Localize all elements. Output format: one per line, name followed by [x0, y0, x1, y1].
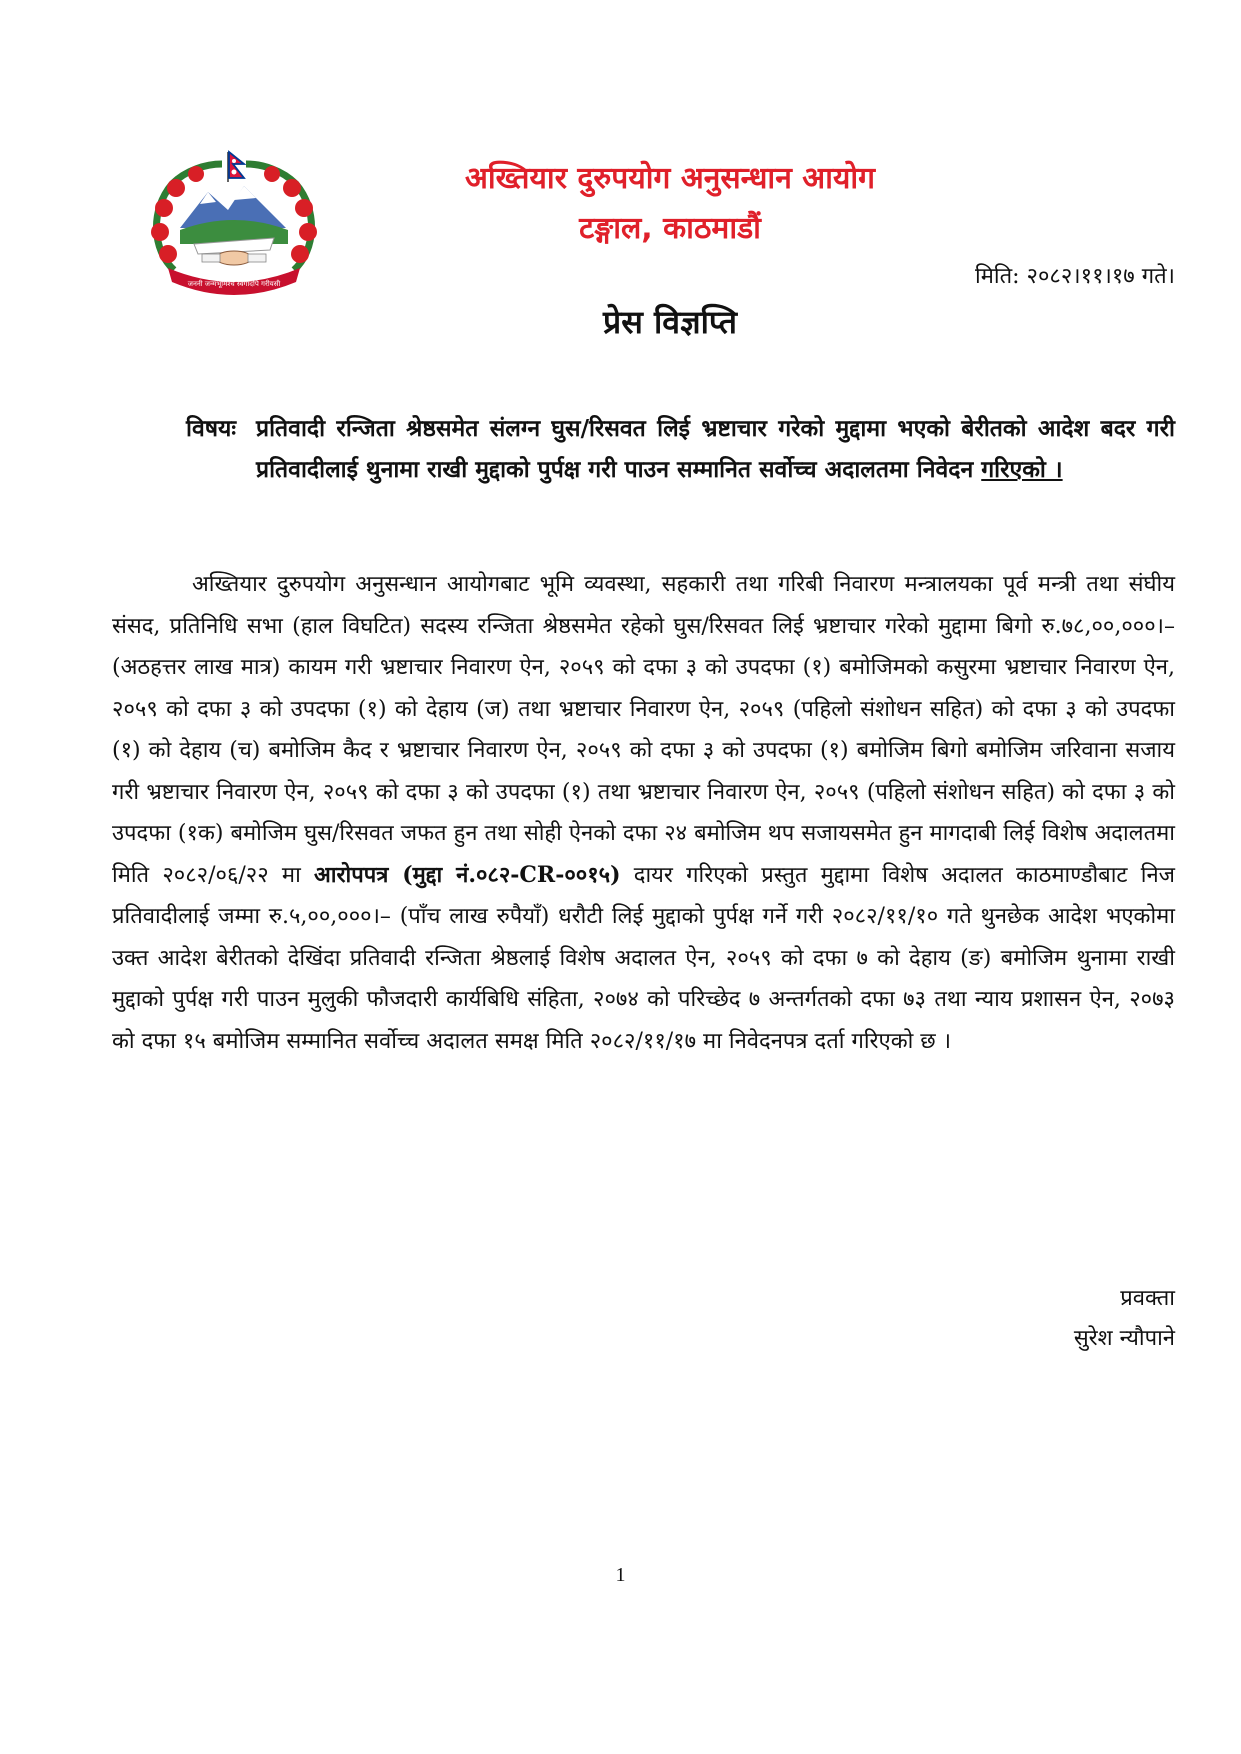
nepal-emblem: [146, 150, 322, 296]
subject-text: [256, 408, 1175, 490]
body-paragraph: [112, 564, 1175, 1062]
body-part2: दायर गरिएको प्रस्तुत मुद्दामा विशेष अदालत काठमाण्डौबाट निज प्रतिवादीलाई जम्मा रु.५,००,०००।– (पाँच लाख रुपैयाँ) धरौटी लिई मुद्दाको पुर्पक्ष गर्ने गरी २०८२/११/१० गते थुनछेक आदेश भएकोमा उक्त आदेश बेरीतको देखिंदा प्रतिवादी रन्जिता श्रेष्ठलाई विशेष अदालत ऐन, २०५९ को दफा ७ को देहाय (ङ) बमोजिम थुनामा राखी मुद्दाको पुर्पक्ष गरी पाउन मुलुकी फौजदारी कार्यबिधि संहिता, २०७४ को परिच्छेद ७ अन्तर्गतको दफा ७३ तथा न्याय प्रशासन ऐन, २०७३ को दफा १५ बमोजिम सम्मानित सर्वोच्च अदालत समक्ष मिति २०८२/११/१७ मा निवेदनपत्र दर्ता गरिएको छ ।: [112, 862, 1175, 1054]
date-line: मिति: २०८२।११।१७ गते।: [975, 264, 1175, 289]
signature-role: प्रवक्ता: [1120, 1286, 1175, 1311]
emblem-graphic: [146, 150, 322, 296]
subject-main: प्रतिवादी रन्जिता श्रेष्ठसमेत संलग्न घुस/रिसवत लिई भ्रष्टाचार गरेको मुद्दामा भएको बेरीतको आदेश बदर गरी प्रतिवादीलाई थुनामा राखी मुद्दाको पुर्पक्ष गरी पाउन सम्मानित सर्वोच्च अदालतमा निवेदन: [256, 415, 1175, 483]
flag-icon: [228, 152, 244, 182]
subject-tail: गरिएको ।: [981, 456, 1063, 483]
body-part1: अख्तियार दुरुपयोग अनुसन्धान आयोगबाट भूमि व्यवस्था, सहकारी तथा गरिबी निवारण मन्त्रालयका पूर्व मन्त्री तथा संघीय संसद, प्रतिनिधि सभा (हाल विघटित) सदस्य रन्जिता श्रेष्ठसमेत रहेको घुस/रिसवत लिई भ्रष्टाचार गरेको मुद्दामा बिगो रु.७८,००,०००।– (अठहत्तर लाख मात्र) कायम गरी भ्रष्टाचार निवारण ऐन, २०५९ को दफा ३ को उपदफा (१) बमोजिमको कसुरमा भ्रष्टाचार निवारण ऐन, २०५९ को दफा ३ को उपदफा (१) को देहाय (ज) तथा भ्रष्टाचार निवारण ऐन, २०५९ (पहिलो संशोधन सहित) को दफा ३ को उपदफा (१) को देहाय (च) बमोजिम कैद र भ्रष्टाचार निवारण ऐन, २०५९ को दफा ३ को उपदफा (१) बमोजिम बिगो बमोजिम जरिवाना सजाय गरी भ्रष्टाचार निवारण ऐन, २०५९ को दफा ३ को उपदफा (१) तथा भ्रष्टाचार निवारण ऐन, २०५९ (पहिलो संशोधन सहित) को दफा ३ को उपदफा (१क) बमोजिम घुस/रिसवत जफत हुन तथा सोही ऐनको दफा २४ बमोजिम थप सजायसमेत हुन मागदाबी लिई विशेष अदालतमा मिति २०८२/०६/२२ मा: [112, 572, 1175, 888]
emblem-motto: जननी जन्मभूमिश्च स्वर्गादपि गरीयसी: [187, 280, 281, 288]
organization-name: अख्तियार दुरुपयोग अनुसन्धान आयोग: [464, 161, 876, 196]
body-case-number: आरोपपत्र (मुद्दा नं.०८२-CR-००१५): [314, 861, 621, 888]
subject-label: विषयः: [186, 415, 237, 442]
subject-block: [186, 408, 1175, 490]
organization-address: टङ्गाल, काठमाडौं: [579, 211, 761, 246]
page-title: प्रेस विज्ञप्ति: [603, 303, 737, 341]
signature-name: सुरेश न्यौपाने: [1073, 1326, 1175, 1351]
page-number: 1: [615, 1564, 626, 1586]
